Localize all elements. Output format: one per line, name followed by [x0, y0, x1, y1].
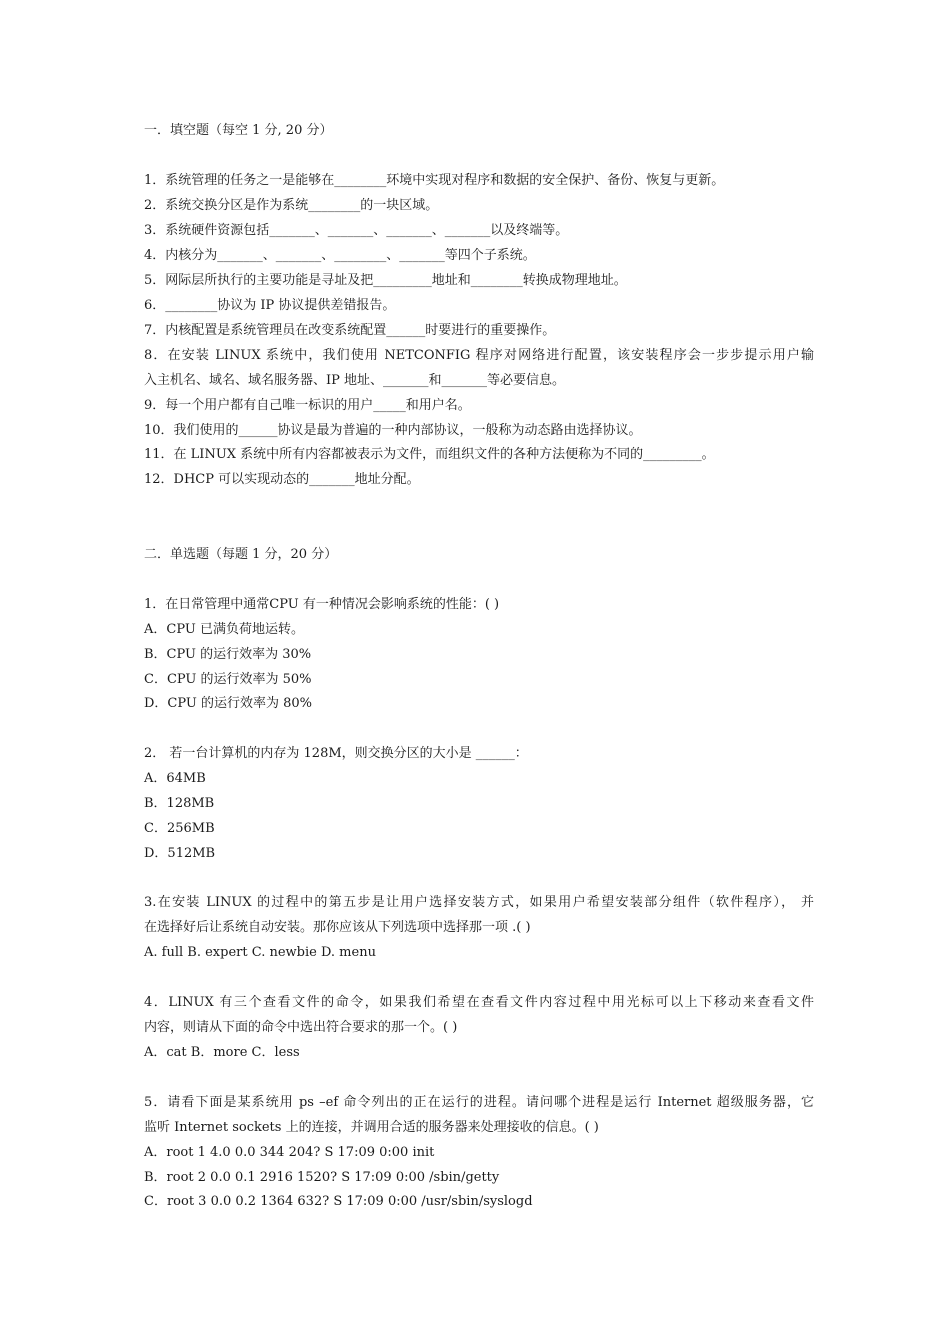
fill-question-11: 11．在 LINUX 系统中所有内容都被表示为文件，而组织文件的各种方法便称为不同的_________。	[144, 447, 715, 462]
fill-question-6: 6．________协议为 IP 协议提供差错报告。	[144, 298, 396, 313]
choice-option-1c: C．CPU 的运行效率为 50%	[144, 672, 312, 687]
fill-question-8-line-2: 入主机名、域名、域名服务器、IP 地址、_______和_______等必要信息。	[144, 373, 566, 388]
fill-question-4: 4．内核分为_______、_______、________、_______等四个子系统。	[144, 248, 536, 263]
section-title-fill-in: 一．填空题（每空 1 分, 20 分）	[144, 123, 333, 138]
choice-option-1d: D．CPU 的运行效率为 80%	[144, 696, 313, 711]
fill-question-12: 12．DHCP 可以实现动态的_______地址分配。	[144, 472, 420, 487]
choice-option-5c: C．root 3 0.0 0.2 1364 632? S 17:09 0:00 /usr/sbin/syslogd	[144, 1194, 533, 1209]
choice-option-2d: D．512MB	[144, 846, 216, 861]
choice-question-3-line-2: 在选择好后让系统自动安装。那你应该从下列选项中选择那一项 .( )	[144, 920, 531, 935]
choice-option-1a: A．CPU 已满负荷地运转。	[144, 622, 304, 637]
choice-question-5-line-2: 监听 Internet sockets 上的连接，并调用合适的服务器来处理接收的信息。( )	[144, 1120, 599, 1135]
fill-question-3: 3．系统硬件资源包括_______、_______、_______、_______以及终端等。	[144, 223, 569, 238]
fill-question-5: 5．网际层所执行的主要功能是寻址及把_________地址和________转换成物理地址。	[144, 273, 627, 288]
choice-question-4-line-2: 内容，则请从下面的命令中选出符合要求的那一个。( )	[144, 1020, 458, 1035]
choice-options-4: A．cat B．more C．less	[144, 1045, 300, 1060]
fill-question-9: 9．每一个用户都有自己唯一标识的用户_____和用户名。	[144, 398, 471, 413]
choice-option-1b: B．CPU 的运行效率为 30%	[144, 647, 312, 662]
choice-question-4-line-1: 4．LINUX 有三个查看文件的命令，如果我们希望在查看文件内容过程中用光标可以上下移动来查看文件	[144, 995, 814, 1010]
choice-question-3-line-1: 3.在安装 LINUX 的过程中的第五步是让用户选择安装方式，如果用户希望安装部分组件（软件程序）， 并	[144, 895, 814, 910]
choice-option-2a: A．64MB	[144, 771, 206, 786]
choice-option-2c: C．256MB	[144, 821, 215, 836]
fill-question-7: 7．内核配置是系统管理员在改变系统配置______时要进行的重要操作。	[144, 323, 556, 338]
fill-question-10: 10．我们使用的______协议是最为普遍的一种内部协议，一般称为动态路由选择协议。	[144, 423, 642, 438]
section-title-single-choice: 二．单选题（每题 1 分，20 分）	[144, 547, 338, 562]
choice-question-1: 1．在日常管理中通常CPU 有一种情况会影响系统的性能：( )	[144, 597, 500, 612]
choice-options-3: A. full B. expert C. newbie D. menu	[144, 945, 376, 960]
fill-question-2: 2．系统交换分区是作为系统________的一块区域。	[144, 198, 439, 213]
fill-question-8-line-1: 8．在安装 LINUX 系统中，我们使用 NETCONFIG 程序对网络进行配置，该安装程序会一步步提示用户输	[144, 348, 814, 363]
choice-option-2b: B．128MB	[144, 796, 215, 811]
choice-option-5a: A．root 1 4.0 0.0 344 204? S 17:09 0:00 init	[144, 1145, 435, 1160]
choice-question-2: 2． 若一台计算机的内存为 128M，则交换分区的大小是 ______：	[144, 746, 528, 761]
choice-option-5b: B．root 2 0.0 0.1 2916 1520? S 17:09 0:00 /sbin/getty	[144, 1170, 500, 1185]
fill-question-1: 1．系统管理的任务之一是能够在________环境中实现对程序和数据的安全保护、备份、恢复与更新。	[144, 173, 725, 188]
choice-question-5-line-1: 5．请看下面是某系统用 ps –ef 命令列出的正在运行的进程。请问哪个进程是运行 Internet 超级服务器，它	[144, 1095, 814, 1110]
